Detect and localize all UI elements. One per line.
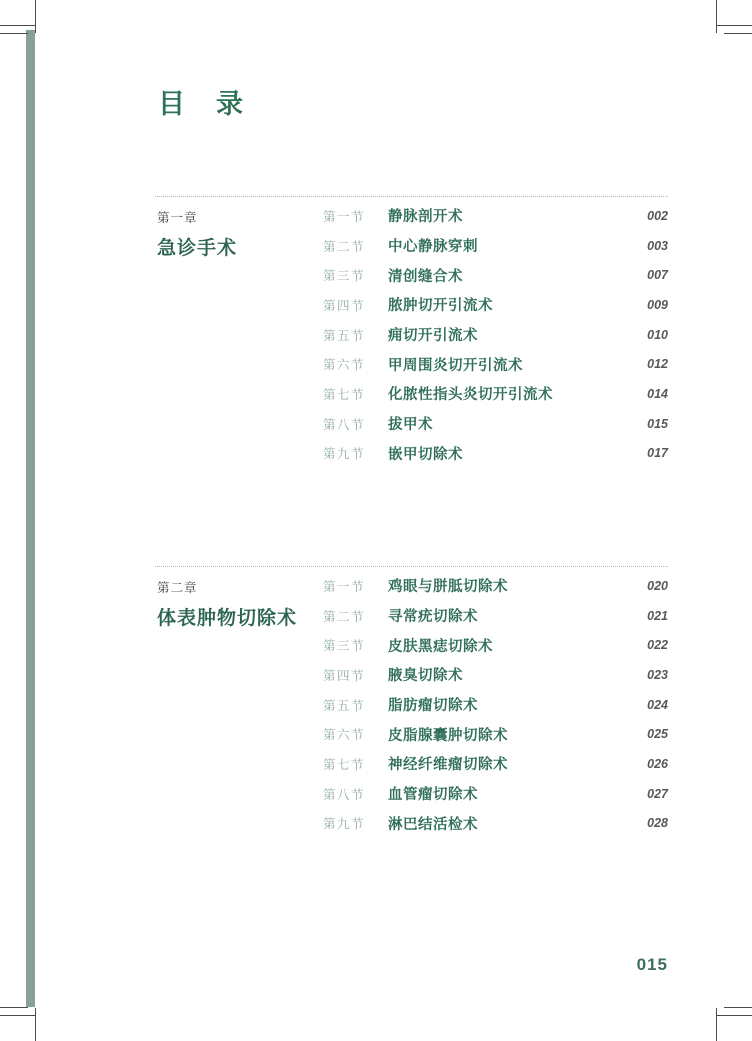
section-label: 第三节 <box>323 269 366 284</box>
toc-entry <box>323 409 668 439</box>
section-page: 020 <box>647 578 668 593</box>
toc-entry <box>323 749 668 779</box>
toc-title: 目 录 <box>158 89 245 119</box>
section-page: 027 <box>647 786 668 801</box>
section-title: 嵌甲切除术 <box>388 446 463 463</box>
section-label: 第九节 <box>323 447 366 462</box>
crop-mark-bottom-left-h1 <box>0 1015 36 1016</box>
section-page: 017 <box>647 446 668 461</box>
chapter-number: 第二章 <box>157 581 198 595</box>
toc-entry <box>323 779 668 809</box>
chapter-head <box>157 578 317 630</box>
toc-entry <box>323 290 668 320</box>
crop-mark-bottom-left-h2 <box>0 1007 28 1008</box>
toc-entry <box>323 349 668 379</box>
section-label: 第二节 <box>323 239 366 254</box>
section-page: 028 <box>647 816 668 831</box>
section-label: 第六节 <box>323 358 366 373</box>
section-page: 021 <box>647 608 668 623</box>
section-label: 第三节 <box>323 639 366 654</box>
section-page: 002 <box>647 208 668 223</box>
crop-mark-top-left-h2 <box>0 33 28 34</box>
section-title: 神经纤维瘤切除术 <box>388 757 508 774</box>
toc-entry <box>323 630 668 660</box>
toc-entry <box>323 660 668 690</box>
folio-page-number: 015 <box>636 955 668 974</box>
section-label: 第七节 <box>323 387 366 402</box>
crop-mark-top-left-v <box>35 0 36 33</box>
section-title: 淋巴结活检术 <box>388 816 478 833</box>
chapter-block <box>155 196 668 468</box>
section-label: 第八节 <box>323 787 366 802</box>
crop-mark-top-right-v <box>716 0 717 33</box>
section-title: 皮肤黑痣切除术 <box>388 638 493 655</box>
chapter-number: 第一章 <box>157 211 198 225</box>
section-page: 022 <box>647 638 668 653</box>
section-label: 第一节 <box>323 579 366 594</box>
section-page: 024 <box>647 697 668 712</box>
section-label: 第七节 <box>323 757 366 772</box>
toc-entry <box>323 320 668 350</box>
section-title: 痈切开引流术 <box>388 328 478 345</box>
toc-entry <box>323 719 668 749</box>
chapter-title: 急诊手术 <box>157 238 238 259</box>
section-page: 026 <box>647 756 668 771</box>
section-page: 012 <box>647 357 668 372</box>
section-label: 第四节 <box>323 668 366 683</box>
section-page: 003 <box>647 238 668 253</box>
section-page: 015 <box>647 416 668 431</box>
section-label: 第九节 <box>323 817 366 832</box>
section-label: 第五节 <box>323 698 366 713</box>
toc-entry <box>323 571 668 601</box>
section-page: 007 <box>647 268 668 283</box>
crop-mark-bottom-left-v <box>35 1008 36 1041</box>
spine-color-bar <box>26 30 35 1007</box>
toc-entry <box>323 439 668 469</box>
toc-entry <box>323 690 668 720</box>
toc-entry <box>323 809 668 839</box>
chapter-title: 体表肿物切除术 <box>157 608 298 629</box>
crop-mark-bottom-right-v <box>716 1008 717 1041</box>
section-page: 014 <box>647 386 668 401</box>
section-title: 鸡眼与胼胝切除术 <box>388 579 508 596</box>
section-page: 009 <box>647 297 668 312</box>
toc-entry <box>323 379 668 409</box>
section-page: 023 <box>647 667 668 682</box>
toc-entry <box>323 601 668 631</box>
crop-mark-bottom-right-h1 <box>716 1015 752 1016</box>
section-label: 第六节 <box>323 728 366 743</box>
section-label: 第五节 <box>323 328 366 343</box>
section-label: 第八节 <box>323 417 366 432</box>
toc-entry <box>323 260 668 290</box>
section-label: 第一节 <box>323 209 366 224</box>
section-title: 静脉剖开术 <box>388 209 463 226</box>
section-title: 甲周围炎切开引流术 <box>388 357 523 374</box>
section-page: 010 <box>647 327 668 342</box>
section-title: 寻常疣切除术 <box>388 609 478 626</box>
crop-mark-bottom-right-h2 <box>724 1007 752 1008</box>
section-list <box>323 567 668 838</box>
crop-mark-top-right-h1 <box>716 25 752 26</box>
section-title: 脂肪瘤切除术 <box>388 698 478 715</box>
section-list <box>323 197 668 468</box>
section-title: 清创缝合术 <box>388 268 463 285</box>
crop-mark-top-right-h2 <box>724 33 752 34</box>
toc-entry <box>323 201 668 231</box>
toc-entry <box>323 231 668 261</box>
section-label: 第四节 <box>323 298 366 313</box>
section-title: 腋臭切除术 <box>388 668 463 685</box>
section-title: 血管瘤切除术 <box>388 787 478 804</box>
section-label: 第二节 <box>323 609 366 624</box>
section-page: 025 <box>647 727 668 742</box>
crop-mark-top-left-h1 <box>0 25 36 26</box>
chapter-head <box>157 208 317 260</box>
section-title: 拔甲术 <box>388 417 433 434</box>
section-title: 中心静脉穿刺 <box>388 239 478 256</box>
section-title: 化脓性指头炎切开引流术 <box>388 387 553 404</box>
section-title: 皮脂腺囊肿切除术 <box>388 727 508 744</box>
chapter-block <box>155 566 668 838</box>
section-title: 脓肿切开引流术 <box>388 298 493 315</box>
